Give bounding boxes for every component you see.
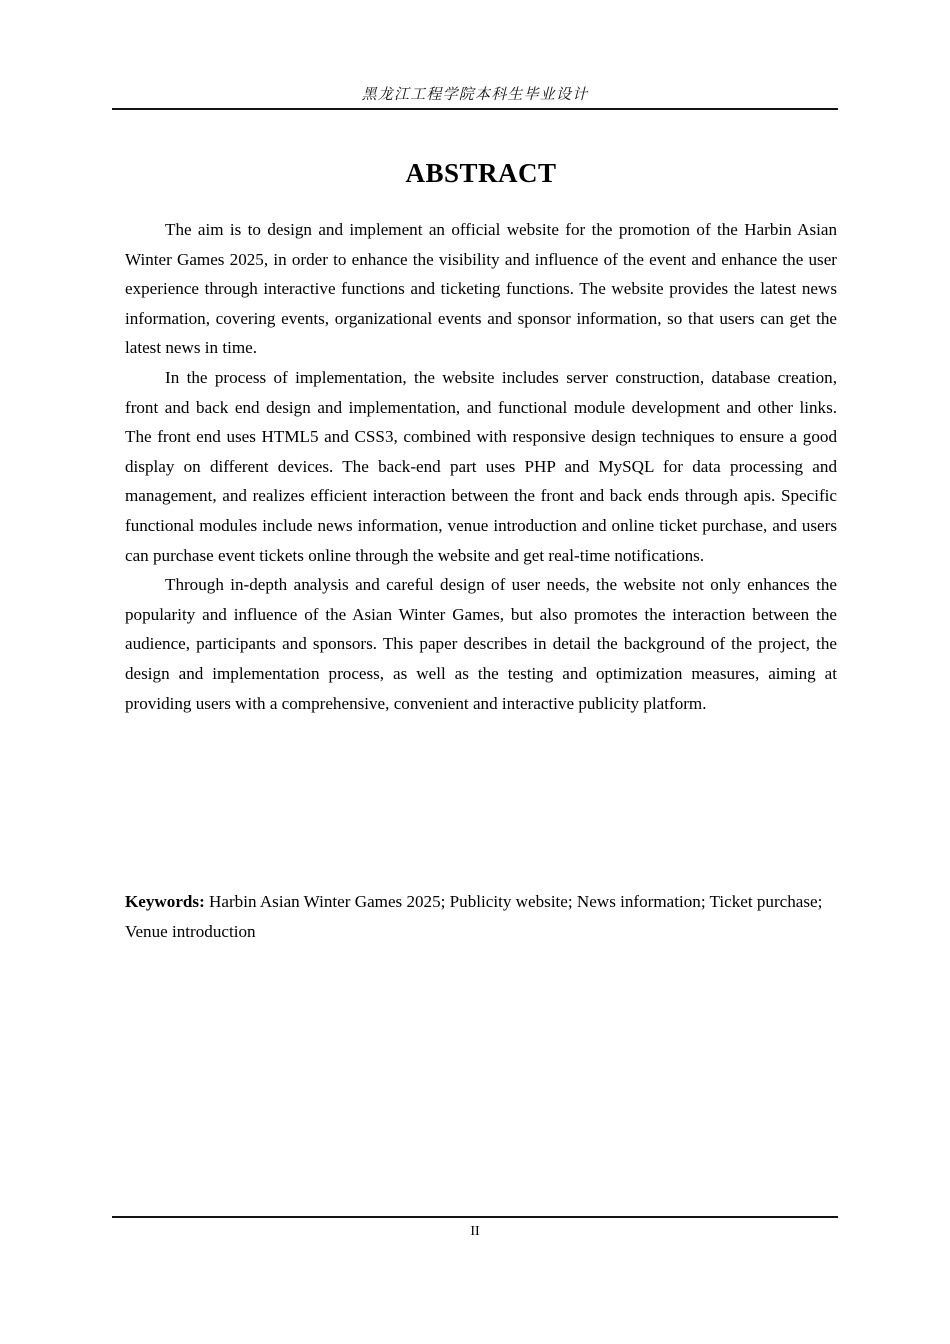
abstract-paragraph-3: Through in-depth analysis and careful design of user needs, the website not only enhances the popularity and influence of the Asian Winter Games, but also promotes the interaction between the audience, participants and sponsors. This paper describes in detail the background of the project, the design and implementation process, as well as the testing and optimization measures, aiming at providing users with a comprehensive, convenient and interactive publicity platform.: [125, 575, 837, 713]
abstract-content: [125, 155, 837, 718]
keywords-line: [125, 887, 837, 946]
keywords-label: Keywords:: [125, 892, 205, 911]
page-footer: [112, 1216, 838, 1243]
abstract-paragraph-1: The aim is to design and implement an official website for the promotion of the Harbin Asian Winter Games 2025, in order to enhance the visibility and influence of the event and enhance the user experience through interactive functions and ticketing functions. The website provides the latest news information, covering events, organizational events and sponsor information, so that users can get the latest news in time.: [125, 220, 837, 358]
keywords-value: Harbin Asian Winter Games 2025; Publicity website; News information; Ticket purchase; Venue introduction: [125, 892, 823, 941]
abstract-paragraph-2: In the process of implementation, the website includes server construction, database creation, front and back end design and implementation, and functional module development and other links. The front end uses HTML5 and CSS3, combined with responsive design techniques to ensure a good display on different devices. The back-end part uses PHP and MySQL for data processing and management, and realizes efficient interaction between the front and back ends through apis. Specific functional modules include news information, venue introduction and online ticket purchase, and users can purchase event tickets online through the website and get real-time notifications.: [125, 367, 837, 565]
running-header-title: 黑龙江工程学院本科生毕业设计: [361, 85, 589, 103]
keywords-section: [125, 887, 837, 946]
page-title: ABSTRACT: [405, 158, 557, 188]
running-header: [112, 84, 838, 118]
footer-divider: [112, 1216, 838, 1218]
page-number: II: [470, 1224, 480, 1239]
header-divider: [112, 108, 838, 110]
